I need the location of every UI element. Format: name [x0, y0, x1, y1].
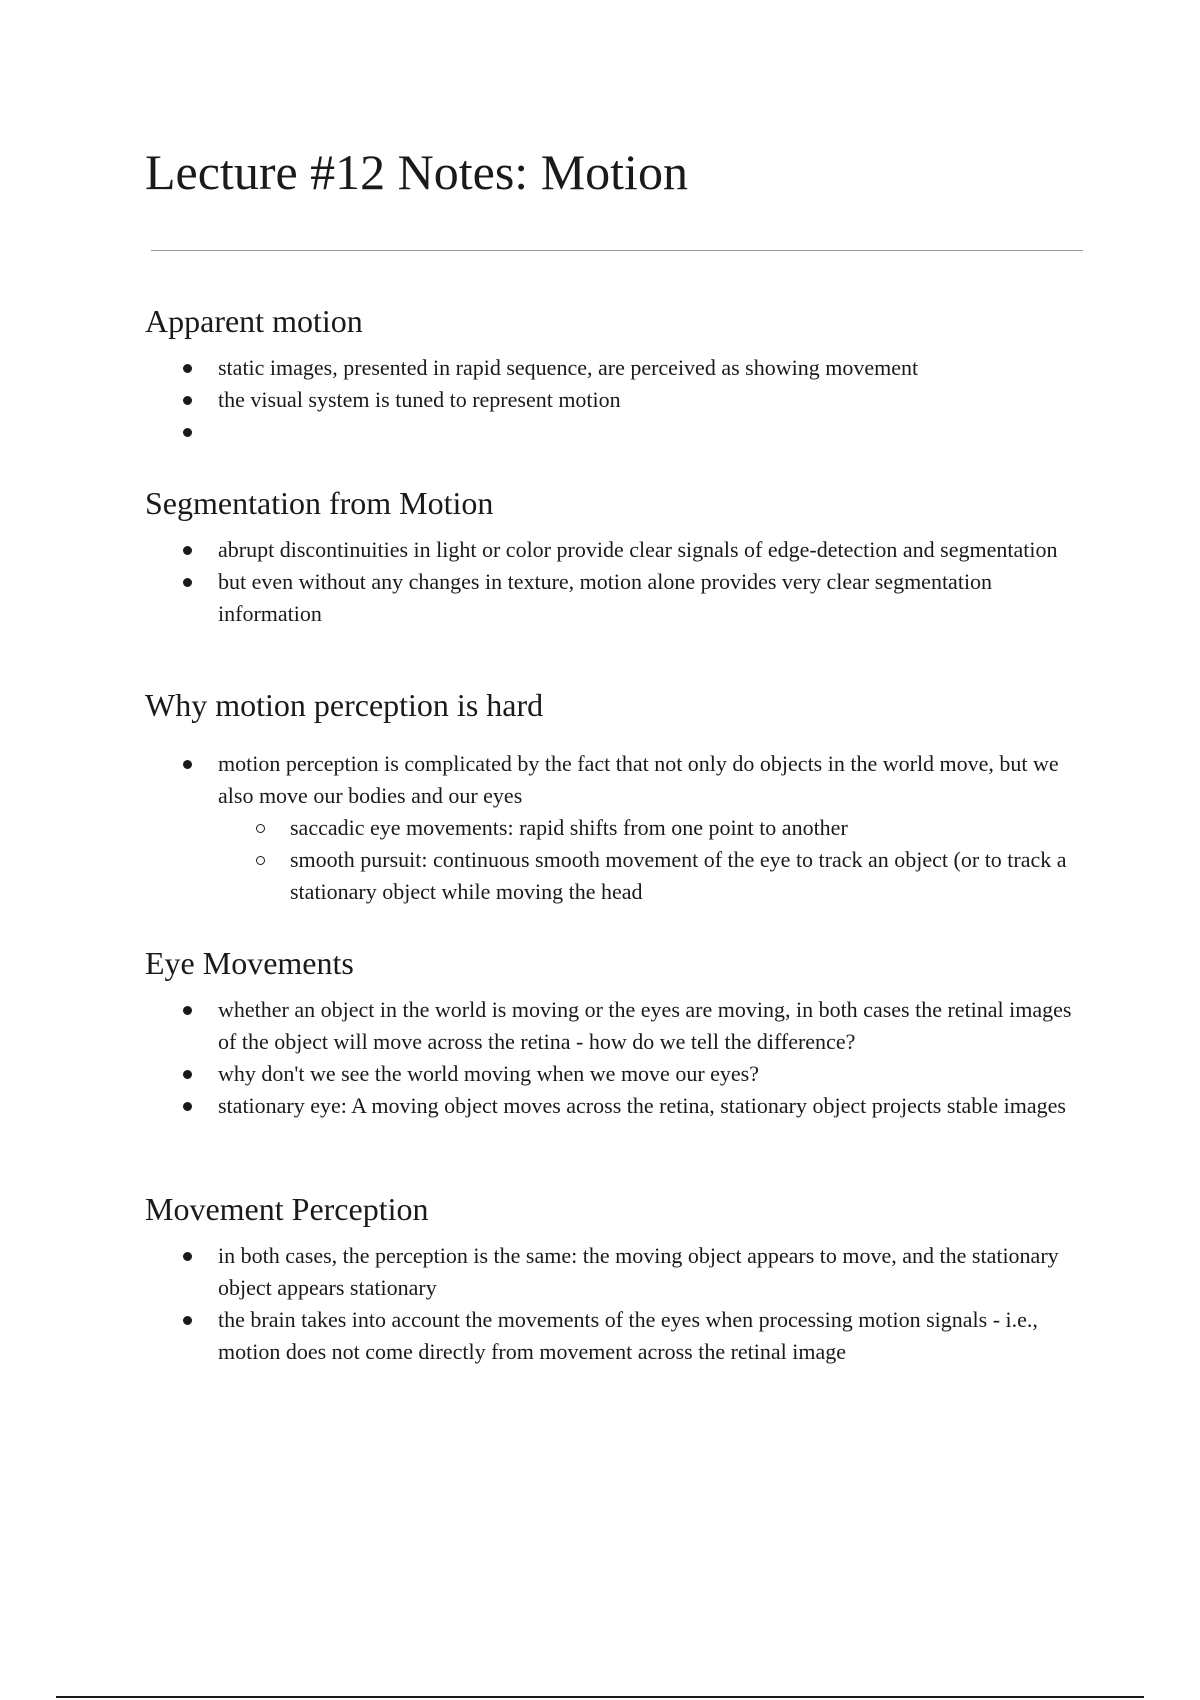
section-eye-movements	[145, 944, 1095, 1122]
list-item: the brain takes into account the movements of the eyes when processing motion signals - i.e., motion does not come directly from movement across the retinal image	[145, 1304, 1095, 1368]
list-item: why don't we see the world moving when we move our eyes?	[145, 1058, 1095, 1090]
page-bottom-divider	[56, 1696, 1144, 1698]
bullet-list	[145, 534, 1095, 630]
bullet-list	[145, 1240, 1095, 1368]
section-movement-perception	[145, 1190, 1095, 1368]
list-item: static images, presented in rapid sequence, are perceived as showing movement	[145, 352, 1095, 384]
sub-list-item: saccadic eye movements: rapid shifts from one point to another	[218, 812, 1095, 844]
sub-list-item: smooth pursuit: continuous smooth movement of the eye to track an object (or to track a stationary object while moving the head	[218, 844, 1095, 908]
section-apparent-motion	[145, 302, 1095, 448]
list-item	[145, 416, 1095, 448]
section-heading: Segmentation from Motion	[145, 485, 494, 521]
list-item	[145, 748, 1095, 908]
list-item: whether an object in the world is moving or the eyes are moving, in both cases the retinal images of the object will move across the retina - how do we tell the difference?	[145, 994, 1095, 1058]
list-item: stationary eye: A moving object moves across the retina, stationary object projects stable images	[145, 1090, 1095, 1122]
list-item-text: motion perception is complicated by the fact that not only do objects in the world move, but we also move our bodies and our eyes	[218, 751, 1059, 809]
page-title: Lecture #12 Notes: Motion	[145, 144, 688, 200]
list-item: in both cases, the perception is the same: the moving object appears to move, and the stationary object appears stationary	[145, 1240, 1095, 1304]
bullet-list	[145, 748, 1095, 908]
section-heading: Why motion perception is hard	[145, 687, 544, 723]
section-segmentation-from-motion	[145, 484, 1095, 630]
title-divider	[151, 250, 1083, 251]
bullet-list	[145, 994, 1095, 1122]
list-item: abrupt discontinuities in light or color provide clear signals of edge-detection and segmentation	[145, 534, 1095, 566]
bullet-list	[145, 352, 1095, 448]
sub-bullet-list	[218, 812, 1095, 908]
section-heading: Eye Movements	[145, 945, 354, 981]
section-why-motion-perception-is-hard	[145, 686, 1095, 908]
list-item: but even without any changes in texture, motion alone provides very clear segmentation information	[145, 566, 1095, 630]
section-heading: Apparent motion	[145, 303, 363, 339]
list-item: the visual system is tuned to represent motion	[145, 384, 1095, 416]
section-heading: Movement Perception	[145, 1191, 429, 1227]
